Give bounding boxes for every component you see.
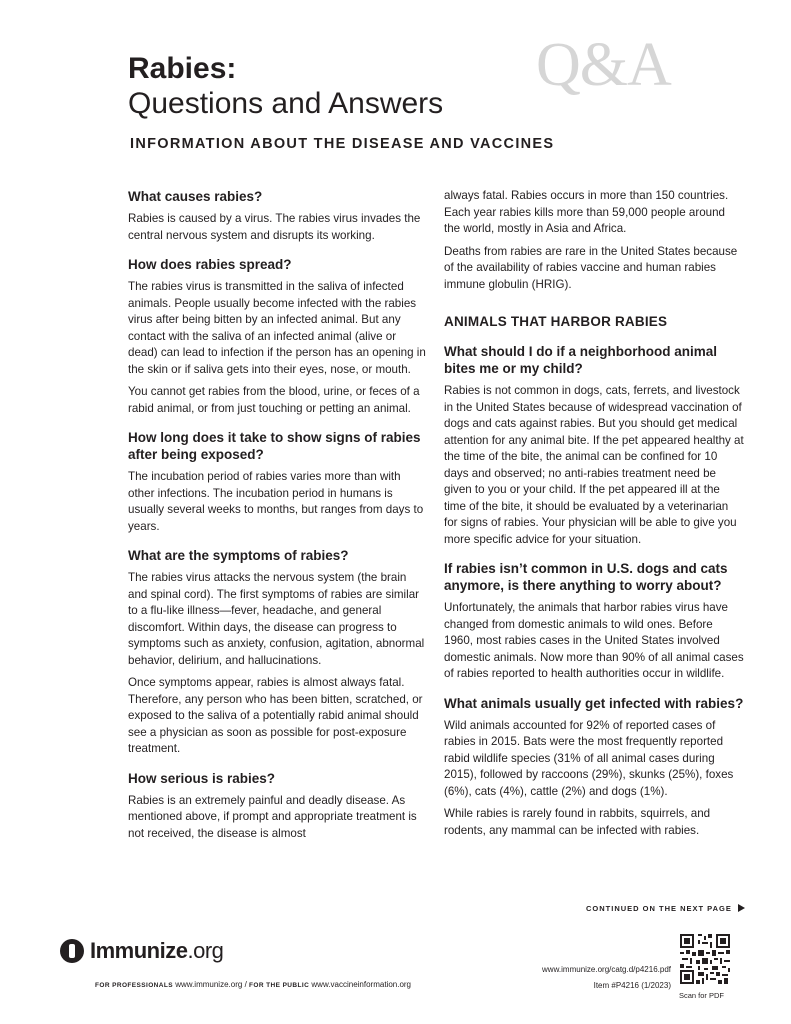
separator: / [244,980,247,989]
left-column [128,188,428,854]
answer-paragraph: Once symptoms appear, rabies is almost always fatal. Therefore, any person who has been bitten, scratched, or exposed to the saliva of a potentially rabid animal should see a physician as soon as possible for post-exposure treatment. [128,676,423,755]
continued-next-page [586,904,745,913]
qa-block [444,343,744,548]
qr-code-icon[interactable] [680,934,730,984]
logo-wordmark [90,938,223,964]
public-link[interactable]: www.vaccineinformation.org [311,980,412,989]
answer-paragraph: You cannot get rabies from the blood, urine, or feces of a rabid animal, or from just touching or petting an animal. [128,385,420,415]
question-heading: What are the symptoms of rabies? [128,548,349,563]
qa-block [128,770,428,843]
answer-paragraph: Rabies is caused by a virus. The rabies virus invades the central nervous system and disrupts its working. [128,212,421,242]
answer-paragraph: The rabies virus is transmitted in the saliva of infected animals. People usually become infected with the rabies virus after being bitten by an infected animal. But any contact with the saliva of an infected animal (alive or dead) can lead to infection if the person has an opening in the skin or if saliva gets into their eyes, nose, or mouth. [128,280,426,376]
item-number: Item #P4216 (1/2023) [593,981,671,990]
question-heading: What causes rabies? [128,189,263,204]
footer-links [95,980,411,989]
professionals-link[interactable]: www.immunize.org [175,980,243,989]
logo-name: Immunize [90,938,188,963]
logo-suffix: .org [187,938,224,963]
footer-meta [542,962,671,994]
answer-paragraph: always fatal. Rabies occurs in more than 150 countries. Each year rabies kills more than 59,000 people around the world, mostly in Asia and Africa. [444,189,729,235]
question-heading: If rabies isn’t common in U.S. dogs and cats anymore, is there anything to worry about? [444,561,728,593]
section-heading: ANIMALS THAT HARBOR RABIES [444,314,668,329]
qa-block [128,547,428,758]
question-heading: How long does it take to show signs of rabies after being exposed? [128,430,421,462]
answer-paragraph: Rabies is not common in dogs, cats, ferrets, and livestock in the United States because of widespread vaccination of dogs and cats against rabies. But you should get medical attention for any animal bite. If the pet appeared healthy at the time of the bite, the animal can be confined for 10 days and observed; no anti-rabies treatment need be given to you or your child. If the pet appeared ill at the time of the bite, it should be evaluated by a veterinarian for signs of rabies. Your physician will be able to give you more specific advice for your situation. [444,384,744,546]
qa-block [444,560,744,683]
immunize-logo [60,938,223,964]
page-title-line2: Questions and Answers [128,87,444,120]
page-title: Rabies: [128,52,237,85]
answer-paragraph: The incubation period of rabies varies more than with other infections. The incubation period in humans is usually several weeks to months, but ranges from days to years. [128,470,424,533]
qa-watermark: Q&A [536,31,671,99]
public-label: FOR THE PUBLIC [249,982,310,989]
right-column [444,188,744,851]
professionals-label: FOR PROFESSIONALS [95,982,173,989]
immunize-logo-icon [60,939,84,963]
question-heading: What animals usually get infected with rabies? [444,695,744,711]
answer-paragraph: Wild animals accounted for 92% of reported cases of rabies in 2015. Bats were the most frequently reported rabid wildlife species (31% of all animal cases during 2015), followed by raccoons (29%), skunks (25%), foxes (6%), cats (4%), cattle (2%) and dogs (1%). [444,718,734,798]
answer-paragraph: While rabies is rarely found in rabbits, squirrels, and rodents, any mammal can be infected with rabies. [444,807,711,837]
question-heading: How serious is rabies? [128,770,276,786]
pdf-link[interactable]: www.immunize.org/catg.d/p4216.pdf [542,965,671,974]
continued-label: CONTINUED ON THE NEXT PAGE [586,904,732,913]
question-heading: What should I do if a neighborhood animal bites me or my child? [444,344,717,376]
answer-paragraph: The rabies virus attacks the nervous system (the brain and spinal cord). The first symptoms of rabies are similar to a flu-like illness—fever, headache, and general discomfort. Within days, the disease can progress to symptoms such as anxiety, confusion, agitation, abnormal behavior, delirium, and hallucinations. [128,571,425,667]
qa-block [128,429,428,535]
question-heading: How does rabies spread? [128,257,292,272]
answer-paragraph: Unfortunately, the animals that harbor rabies virus have changed from domestic animals to wild ones. Before 1960, most rabies cases in the United States involved domestic animals. Now more than 90% of all animal cases of rabies reported to health authorities occur in wildlife. [444,601,744,680]
triangle-right-icon [738,904,745,912]
qa-block [128,256,428,417]
page-subtitle: INFORMATION ABOUT THE DISEASE AND VACCINES [130,136,555,152]
scan-for-pdf-label: Scan for PDF [679,991,725,1000]
answer-paragraph: Deaths from rabies are rare in the United States because of the availability of rabies vaccine and human rabies immune globulin (HRIG). [444,244,738,291]
qa-block [128,188,428,244]
answer-paragraph: Rabies is an extremely painful and deadly disease. As mentioned above, if prompt and appropriate treatment is not received, the disease is almost [128,793,417,840]
qa-block [444,695,744,840]
